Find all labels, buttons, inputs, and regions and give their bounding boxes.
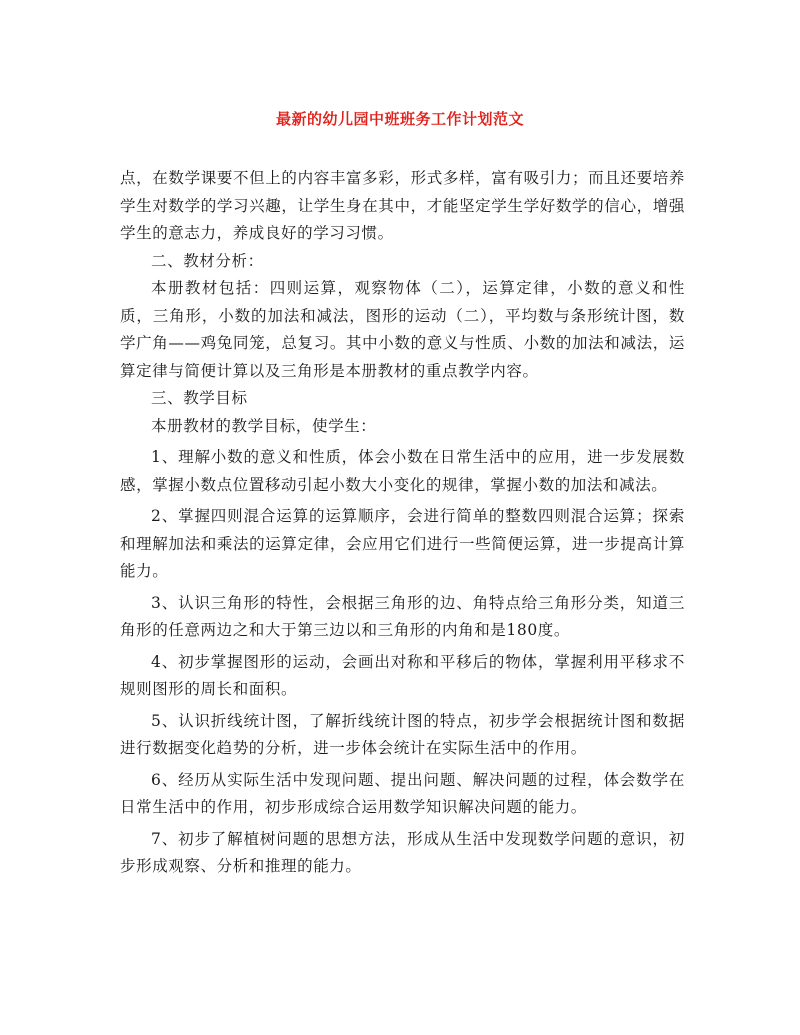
goal-item-4: 4、初步掌握图形的运动，会画出对称和平移后的物体，掌握利用平移求不规则图形的周长和面积。 [120,652,685,698]
section-heading-materials: 二、教材分析： [151,251,264,270]
goal-item-7: 7、初步了解植树问题的思想方法，形成从生活中发现数学问题的意识，初步形成观察、分析和推理的能力。 [120,829,685,875]
paragraph-continuation: 点，在数学课要不但上的内容丰富多彩，形式多样，富有吸引力；而且还要培养学生对数学的学习兴趣，让学生身在其中，才能坚定学生学好数学的信心，增强学生的意志力，养成良好的学习习惯。 [120,169,685,242]
section-heading-goals: 三、教学目标 [151,389,248,407]
document-title: 最新的幼儿园中班班务工作计划范文 [275,110,524,128]
goal-item-6: 6、经历从实际生活中发现问题、提出问题、解决问题的过程，体会数学在日常生活中的作用，初步形成综合运用数学知识解决问题的能力。 [120,770,685,816]
goal-item-2: 2、掌握四则混合运算的运算顺序，会进行简单的整数四则混合运算；探索和理解加法和乘法的运算定律，会应用它们进行一些简便运算，进一步提高计算能力。 [120,507,685,580]
paragraph-goals-intro: 本册教材的教学目标，使学生： [151,416,377,435]
goal-item-3: 3、认识三角形的特性，会根据三角形的边、角特点给三角形分类，知道三角形的任意两边之和大于第三边以和三角形的内角和是180度。 [120,593,685,639]
paragraph-materials: 本册教材包括：四则运算，观察物体（二），运算定律，小数的意义和性质，三角形，小数的加法和减法，图形的运动（二），平均数与条形统计图，数学广角——鸡兔同笼，总复习。其中小数的意义与性质、小数的加法和减法，运算定律与简便计算以及三角形是本册教材的重点教学内容。 [120,279,685,380]
goal-item-5: 5、认识折线统计图，了解折线统计图的特点，初步学会根据统计图和数据进行数据变化趋势的分析，进一步体会统计在实际生活中的作用。 [120,711,685,757]
document-body [120,165,685,881]
goal-item-1: 1、理解小数的意义和性质，体会小数在日常生活中的应用，进一步发展数感，掌握小数点位置移动引起小数大小变化的规律，掌握小数的加法和减法。 [120,448,685,494]
